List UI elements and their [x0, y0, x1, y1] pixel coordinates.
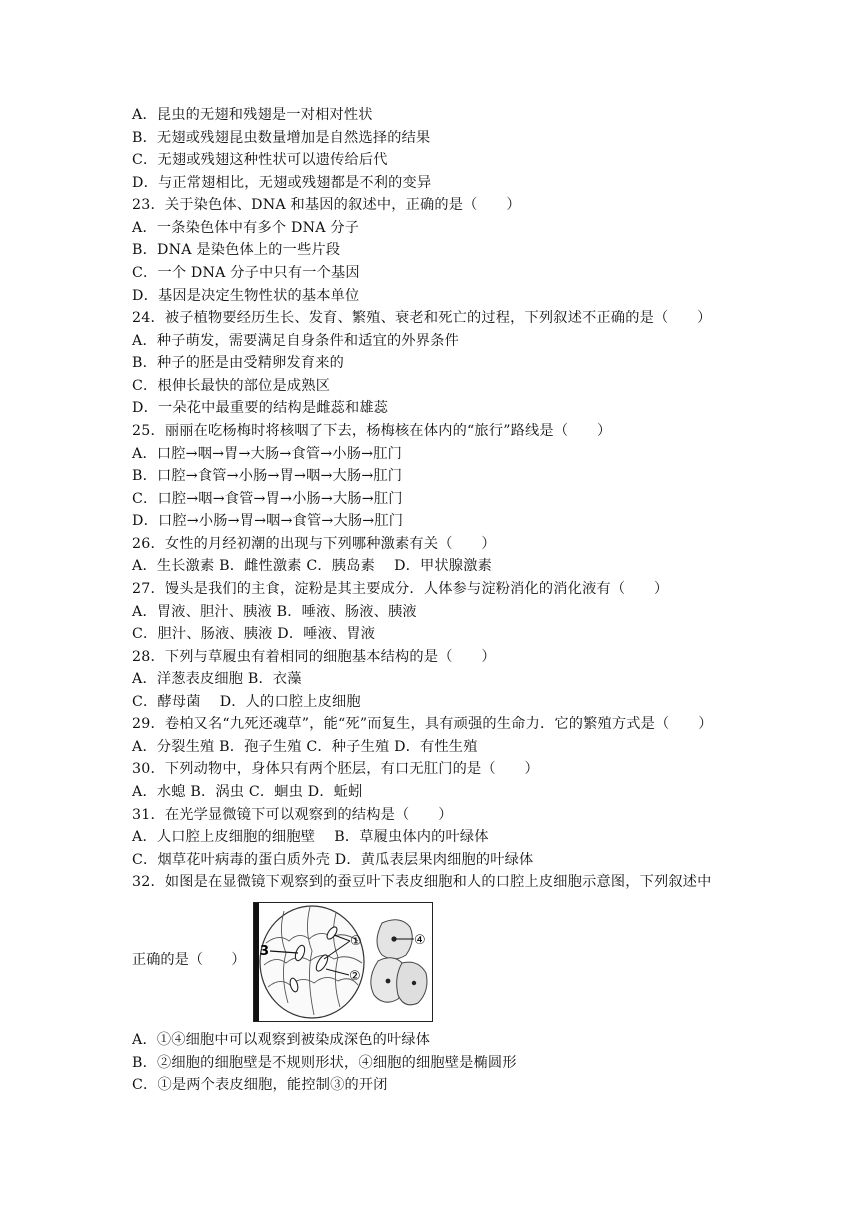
question-30: 30．下列动物中，身体只有两个胚层，有口无肛门的是（ ）: [132, 761, 539, 777]
question-29: 29．卷柏又名“九死还魂草”，能“死”而复生，具有顽强的生命力．它的繁殖方式是（ ）: [132, 716, 713, 732]
question-24: 24．被子植物要经历生长、发育、繁殖、衰老和死亡的过程，下列叙述不正确的是（ ）: [132, 310, 712, 326]
figure-row: [132, 902, 732, 1022]
diagram-label-3: 3: [260, 944, 270, 959]
text-line: C．酵母菌 D．人的口腔上皮细胞: [132, 694, 361, 710]
text-line: C．胆汁、肠液、胰液 D．唾液、胃液: [132, 626, 376, 642]
text-line: A．洋葱表皮细胞 B．衣藻: [132, 671, 302, 687]
question-28: 28．下列与草履虫有着相同的细胞基本结构的是（ ）: [132, 649, 496, 665]
text-line: A．水螅 B．涡虫 C．蛔虫 D．蚯蚓: [132, 784, 363, 800]
text-line: C．一个 DNA 分子中只有一个基因: [132, 265, 360, 281]
text-line: A．昆虫的无翅和残翅是一对相对性状: [132, 107, 373, 123]
text-line: B．口腔→食管→小肠→胃→咽→大肠→肛门: [132, 468, 403, 484]
question-31: 31．在光学显微镜下可以观察到的结构是（ ）: [132, 807, 453, 823]
text-line: A．胃液、胆汁、胰液 B．唾液、肠液、胰液: [132, 604, 417, 620]
diagram-label-1: ①: [350, 934, 362, 949]
text-line: C．①是两个表皮细胞，能控制③的开闭: [132, 1077, 388, 1093]
text-line: B．②细胞的细胞壁是不规则形状，④细胞的细胞壁是椭圆形: [132, 1055, 517, 1071]
question-32: 32．如图是在显微镜下观察到的蚕豆叶下表皮细胞和人的口腔上皮细胞示意图，下列叙述中: [132, 874, 712, 890]
text-line: C．烟草花叶病毒的蛋白质外壳 D．黄瓜表层果肉细胞的叶绿体: [132, 852, 534, 868]
text-line: A．①④细胞中可以观察到被染成深色的叶绿体: [132, 1032, 431, 1048]
cell-diagram: [253, 902, 433, 1022]
text-line: A．生长激素 B．雌性激素 C．胰岛素 D．甲状腺激素: [132, 558, 492, 574]
text-line: A．种子萌发，需要满足自身条件和适宜的外界条件: [132, 333, 459, 349]
text-line: A．人口腔上皮细胞的细胞壁 B．草履虫体内的叶绿体: [132, 829, 489, 845]
text-line: B．DNA 是染色体上的一些片段: [132, 242, 341, 258]
text-line: B．种子的胚是由受精卵发育来的: [132, 355, 345, 371]
question-stem-continued: 正确的是（ ）: [132, 952, 246, 968]
text-line: B．无翅或残翅昆虫数量增加是自然选择的结果: [132, 130, 431, 146]
question-26: 26．女性的月经初潮的出现与下列哪种激素有关（ ）: [132, 536, 496, 552]
text-line: D．一朵花中最重要的结构是雌蕊和雄蕊: [132, 400, 389, 416]
leaf-epidermis-cells: [260, 906, 364, 1018]
cell-diagram-svg: [254, 903, 432, 1021]
text-line: D．与正常翅相比，无翅或残翅都是不利的变异: [132, 175, 432, 191]
question-27: 27．馒头是我们的主食，淀粉是其主要成分．人体参与淀粉消化的消化液有（ ）: [132, 581, 669, 597]
text-line: A．口腔→咽→胃→大肠→食管→小肠→肛门: [132, 446, 403, 462]
text-line: D．口腔→小肠→胃→咽→食管→大肠→肛门: [132, 513, 404, 529]
text-line: A．分裂生殖 B．孢子生殖 C．种子生殖 D．有性生殖: [132, 739, 478, 755]
text-line: D．基因是决定生物性状的基本单位: [132, 288, 360, 304]
diagram-label-4: ④: [414, 933, 426, 948]
diagram-label-2: ②: [349, 969, 361, 984]
text-line: A．一条染色体中有多个 DNA 分子: [132, 220, 360, 236]
question-23: 23．关于染色体、DNA 和基因的叙述中，正确的是（ ）: [132, 197, 521, 213]
text-line: C．根伸长最快的部位是成熟区: [132, 378, 331, 394]
question-25: 25．丽丽在吃杨梅时将核咽了下去，杨梅核在体内的“旅行”路线是（ ）: [132, 423, 612, 439]
text-line: C．无翅或残翅这种性状可以遗传给后代: [132, 152, 388, 168]
text-line: C．口腔→咽→食管→胃→小肠→大肠→肛门: [132, 491, 403, 507]
